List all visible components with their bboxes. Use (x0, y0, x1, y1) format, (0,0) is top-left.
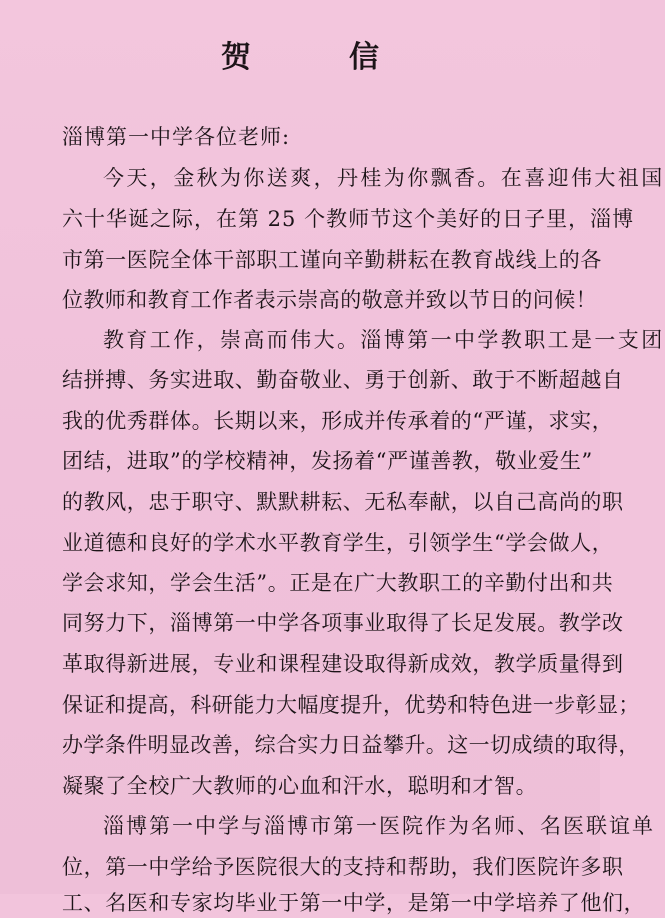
body-line: 保证和提高，科研能力大幅度提升，优势和特色进一步彰显； (62, 693, 640, 717)
letter-title: 贺 信 (221, 40, 413, 75)
body-line: 凝聚了全校广大教师的心血和汗水，聪明和才智。 (62, 774, 538, 798)
body-line: 我的优秀群体。长期以来，形成并传承着的“严谨，求实， (62, 409, 614, 433)
body-line: 工、名医和专家均毕业于第一中学，是第一中学培养了他们， (62, 891, 646, 915)
body-line: 业道德和良好的学术水平教育学生，引领学生“学会做人， (62, 531, 614, 555)
body-line: 学会求知，学会生活”。正是在广大教职工的辛勤付出和共 (62, 571, 614, 595)
letter-salutation: 淄博第一中学各位老师: (62, 125, 291, 149)
body-line: 革取得新进展，专业和课程建设取得新成效，教学质量得到 (62, 652, 624, 676)
body-line: 今天，金秋为你送爽，丹桂为你飘香。在喜迎伟大祖国 (103, 166, 665, 190)
body-line: 团结，进取”的学校精神，发扬着“严谨善教，敬业爱生” (62, 449, 593, 473)
body-line: 位，第一中学给予医院很大的支持和帮助，我们医院许多职 (62, 855, 624, 879)
body-line: 淄博第一中学与淄博市第一医院作为名师、名医联谊单 (103, 814, 655, 838)
body-line: 结拼搏、务实进取、勤奋敬业、勇于创新、敢于不断超越自 (62, 368, 624, 392)
body-line: 市第一医院全体干部职工谨向辛勤耕耘在教育战线上的各 (62, 248, 602, 272)
body-line: 的教风，忠于职守、默默耕耘、无私奉献，以自己高尚的职 (62, 490, 624, 514)
body-line: 教育工作，崇高而伟大。淄博第一中学教职工是一支团 (103, 328, 665, 352)
body-line: 同努力下，淄博第一中学各项事业取得了长足发展。教学改 (62, 611, 624, 635)
body-line: 六十华诞之际，在第 25 个教师节这个美好的日子里，淄博 (62, 207, 635, 231)
body-line: 位教师和教育工作者表示崇高的敬意并致以节日的问候！ (62, 288, 597, 312)
body-line: 办学条件明显改善，综合实力日益攀升。这一切成绩的取得， (62, 733, 640, 757)
